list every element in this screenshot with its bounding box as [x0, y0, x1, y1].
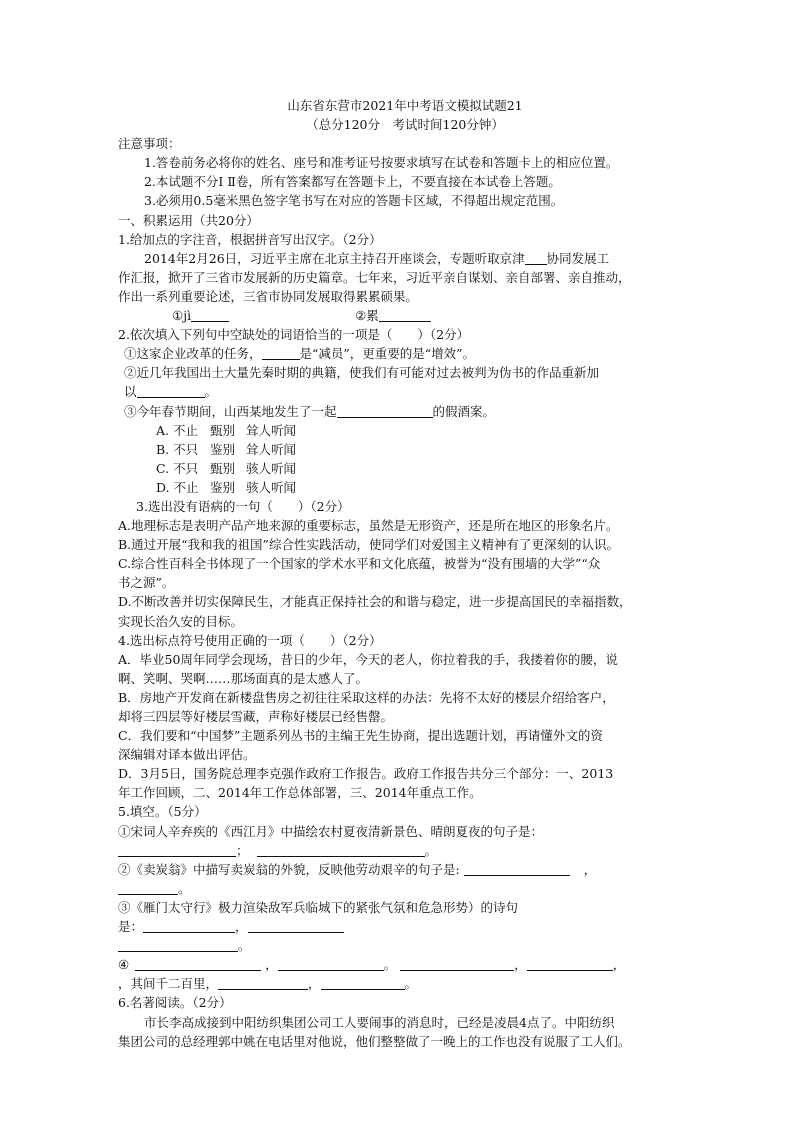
answer-blank[interactable]	[118, 938, 238, 952]
answer-blank[interactable]	[464, 862, 570, 876]
answer-blank[interactable]	[118, 881, 178, 895]
question-4-option-b[interactable]: B．房地产开发商在新楼盘售房之初往往采取这样的办法：先将不太好的楼层介绍给客户，	[118, 689, 615, 705]
question-2-option[interactable]: A. 不止 甄别 耸人听闻	[156, 422, 297, 438]
answer-blank[interactable]	[379, 308, 431, 322]
question-5-item-2: ②《卖炭翁》中描写卖炭翁的外貌，反映他劳动艰辛的句子是: ，	[118, 861, 597, 877]
question-2-sentence: ③今年春节期间，山西某地发生了一起 的假酒案。	[124, 403, 496, 419]
question-5-item-4-cont: ，其间千二百里， ， 。	[118, 976, 418, 992]
question-3-option-a[interactable]: A.地理标志是表明产品产地来源的重要标志，虽然是无形资产，还是所在地区的形象名片。	[118, 518, 619, 534]
notice-heading: 注意事项：	[118, 136, 181, 152]
question-1-para: 作出一系列重要论述，三省市协同发展取得累累硕果。	[118, 288, 419, 304]
answer-blank[interactable]	[278, 957, 384, 971]
question-4-stem: 4.选出标点符号使用正确的一项（ ）（2分）	[118, 632, 382, 648]
answer-blank[interactable]	[527, 957, 613, 971]
answer-blank[interactable]	[143, 919, 235, 933]
question-1-stem: 1.给加点的字注音，根据拼音写出汉字。（2分）	[118, 231, 382, 247]
answer-blank[interactable]	[191, 308, 229, 322]
question-4-option-a-cont: 啊、笑啊、哭啊……那场面真的是太感人了。	[118, 670, 369, 686]
question-4-option-a[interactable]: A．毕业50周年同学会现场，昔日的少年，今天的老人，你拉着我的手，我搂着你的腰，说	[118, 651, 618, 667]
question-1-answers: ①jì ②累	[118, 306, 678, 325]
question-3-stem: 3.选出没有语病的一句（ ）（2分）	[136, 498, 350, 514]
exam-subtitle: （总分120分 考试时间120分钟）	[306, 117, 504, 133]
question-1-para: 作汇报，掀开了三省市发展新的历史篇章。七年来，习近平亲自谋划、亲自部署、亲自推动，	[118, 269, 631, 285]
notice-item-2: 2.本试题不分Ⅰ Ⅱ卷，所有答案都写在答题卡上，不要直接在本试卷上答题。	[144, 174, 561, 190]
question-2-option[interactable]: B. 不只 鉴别 耸人听闻	[156, 441, 297, 457]
answer-blank[interactable]	[135, 957, 261, 971]
question-5-item-4: ④ ， 。 ， ，	[118, 957, 626, 973]
answer-blank[interactable]	[337, 404, 433, 418]
answer-blank[interactable]	[137, 384, 205, 398]
answer-blank[interactable]	[257, 843, 425, 857]
question-6-passage: 市长李高成接到中阳纺织集团公司工人要闹事的消息时，已经是凌晨4点了。中阳纺织	[144, 1014, 615, 1030]
question-2-option[interactable]: D. 不止 鉴别 骇人听闻	[156, 479, 297, 495]
question-5-stem: 5.填空。（5分）	[118, 804, 207, 820]
question-3-option-d[interactable]: D.不断改善并切实保障民生，才能真正保持社会的和谐与稳定，进一步提高国民的幸福指数，	[118, 594, 632, 610]
question-2-sentence: ②近几年我国出土大量先秦时期的典籍，使我们有可能对过去被判为伪书的作品重新加	[124, 365, 600, 381]
question-2-stem: 2.依次填入下列句中空缺处的词语恰当的一项是（ ）（2分）	[118, 327, 470, 343]
question-6-stem: 6.名著阅读。（2分）	[118, 995, 232, 1011]
question-4-option-d[interactable]: D．3月5日，国务院总理李克强作政府工作报告。政府工作报告共分三个部分：一、2013	[118, 766, 614, 782]
notice-item-3: 3.必须用0.5毫米黑色签字笔书写在对应的答题卡区域，不得超出规定范围。	[144, 193, 564, 209]
question-2-option[interactable]: C. 不只 甄别 骇人听闻	[156, 460, 297, 476]
question-1-para: 2014年2月26日，习近平主席在北京主持召开座谈会，专题听取京津 协同发展工	[144, 250, 610, 266]
question-5-item-3-blanks: 是： ，	[118, 917, 678, 936]
question-5-item-3-blank: 。	[118, 936, 678, 955]
question-4-option-b-cont: 却将三四层等好楼层雪藏，声称好楼层已经售罄。	[118, 709, 394, 724]
question-6-passage: 集团公司的总经理郭中姚在电话里对他说，他们整整做了一晚上的工作也没有说服了工人们。	[118, 1033, 631, 1049]
answer-blank[interactable]	[400, 957, 514, 971]
notice-item-1: 1.答卷前务必将你的姓名、座号和准考证号按要求填写在试卷和答题卡上的相应位置。	[144, 155, 619, 171]
question-2-sentence: ①这家企业改革的任务， 是“减员”，更重要的是“增效”。	[124, 346, 476, 362]
question-4-option-c[interactable]: C．我们要和“中国梦”主题系列丛书的主编王先生协商，提出选题计划，再请懂外文的资	[118, 728, 603, 744]
question-4-option-d-cont: 年工作回顾，二、2014年工作总体部署，三、2014年重点工作。	[118, 785, 482, 801]
exam-page	[118, 96, 678, 1051]
answer-blank[interactable]	[248, 919, 344, 933]
answer-blank[interactable]	[321, 976, 405, 990]
question-5-item-3: ③《雁门太守行》极力渲染敌军兵临城下的紧张气氛和危急形势）的诗句	[118, 899, 519, 915]
answer-blank[interactable]	[218, 976, 308, 990]
answer-blank[interactable]	[525, 251, 547, 265]
question-3-option-c-cont: 书之源”。	[118, 575, 175, 591]
question-3-option-c[interactable]: C.综合性百科全书体现了一个国家的学术水平和文化底蕴，被誉为“没有围墙的大学”“众	[118, 556, 601, 572]
answer-blank[interactable]	[262, 346, 300, 360]
question-5-item-1: ①宋词人辛弃疾的《西江月》中描绘农村夏夜清新景色、晴朗夏夜的句子是：	[118, 823, 544, 839]
question-4-option-c-cont: 深编辑对译本做出评估。	[118, 747, 256, 763]
exam-title: 山东省东营市2021年中考语文模拟试题21	[287, 98, 523, 113]
answer-blank[interactable]	[118, 843, 236, 857]
question-5-item-2-blank: 。	[118, 879, 678, 898]
question-2-sentence: 以 。	[124, 384, 218, 400]
question-3-option-d-cont: 实现长治久安的目标。	[118, 613, 244, 629]
section-heading: 一、积累运用（共20分）	[118, 212, 259, 228]
question-3-option-b[interactable]: B.通过开展“我和我的祖国”综合性实践活动，使同学们对爱国主义精神有了更深刻的认识。	[118, 537, 619, 553]
question-5-item-1-blanks: ； 。	[118, 841, 678, 860]
